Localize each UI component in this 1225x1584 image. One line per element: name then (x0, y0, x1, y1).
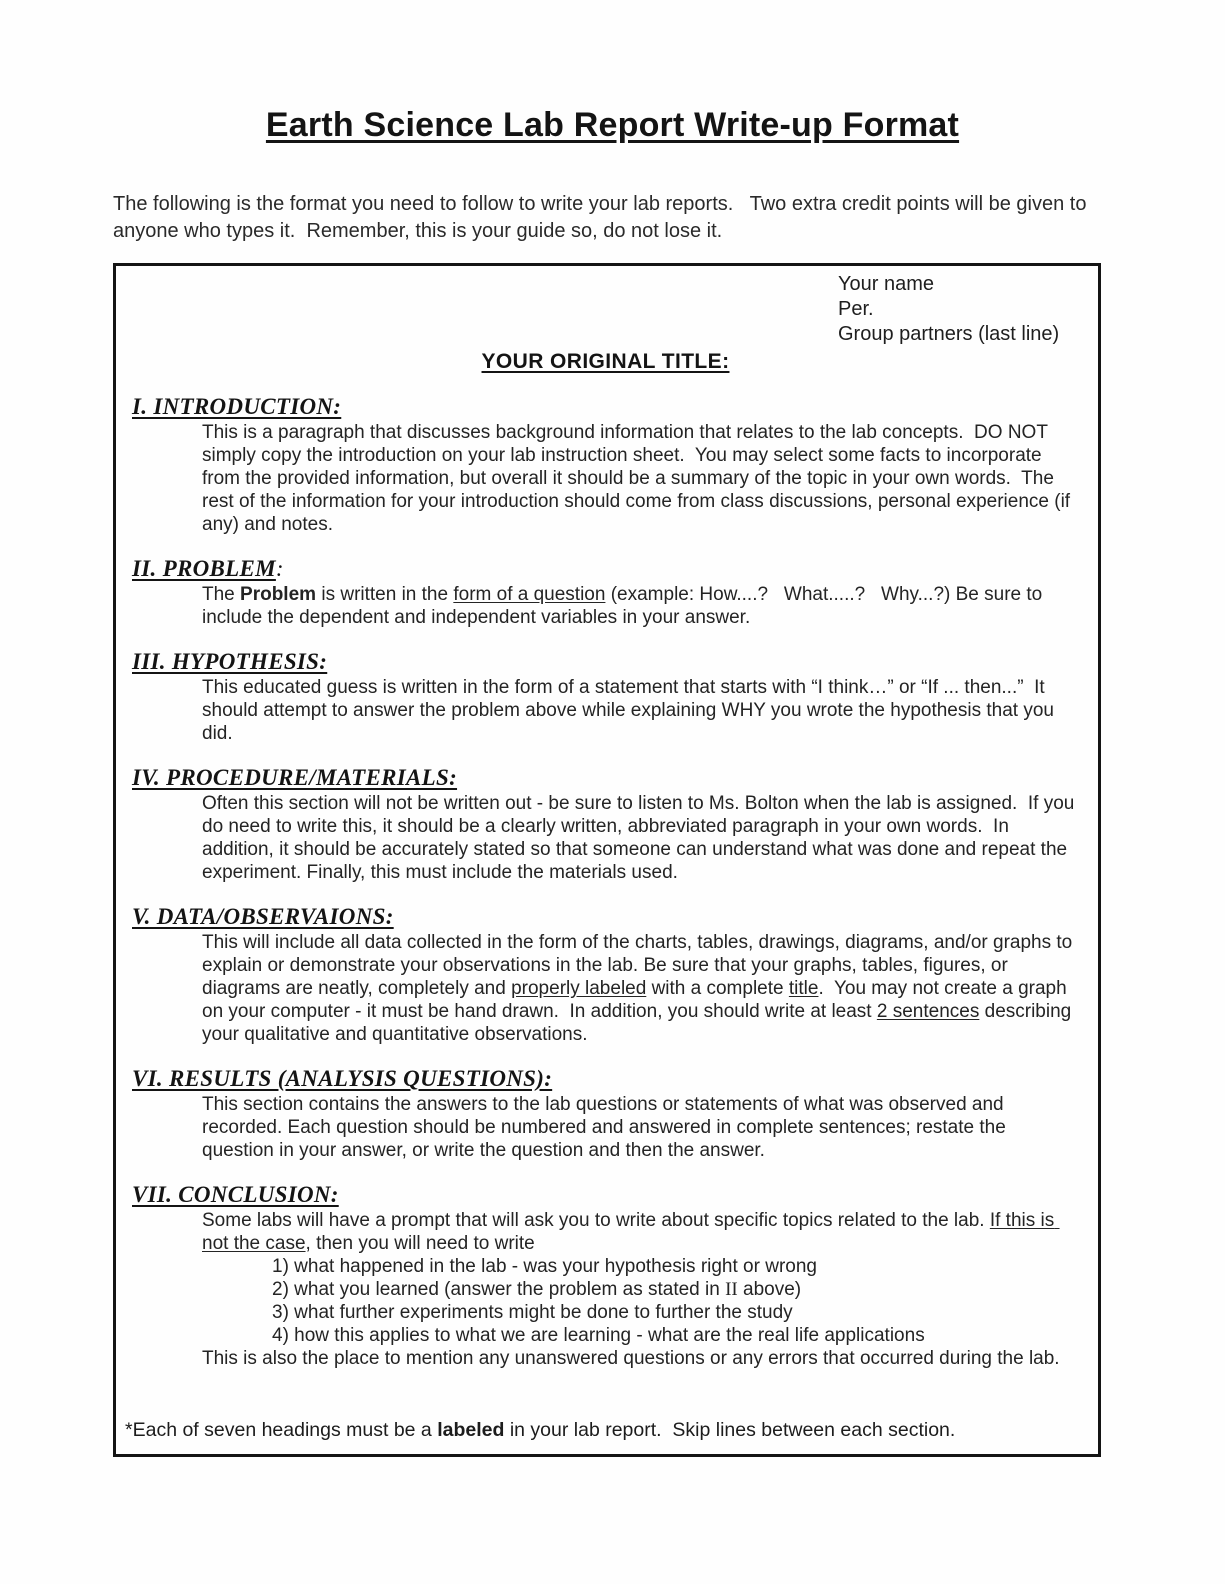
text-fragment: with a complete (646, 978, 789, 999)
section-conclusion (125, 1181, 1086, 1370)
text-fragment: in your lab report. Skip lines between each section. (504, 1419, 956, 1441)
section-results-heading: VI. RESULTS (ANALYSIS QUESTIONS): (132, 1066, 553, 1091)
underlined-phrase: form of a question (453, 584, 606, 605)
text-fragment: Some labs will have a prompt that will ask you to write about specific topics related to the lab. (202, 1210, 990, 1231)
text-fragment: describing your qualitative and quantitative observations. (202, 1001, 1077, 1045)
section-hypothesis-heading: III. HYPOTHESIS: (132, 649, 328, 674)
bold-labeled-word: labeled (437, 1419, 505, 1441)
original-title-heading: YOUR ORIGINAL TITLE: (481, 350, 730, 373)
intro-paragraph: The following is the format you need to follow to write your lab reports. Two extra credit points will be given to anyone who types it. Remember, this is your guide so, do not lose it. (113, 193, 1092, 242)
section-hypothesis-body: This educated guess is written in the form of a statement that starts with “I think…” or “If ... then...” It should attempt to answer the problem above while explaining WHY you wrote the hypothesis that you did. (202, 677, 1060, 744)
underlined-phrase: properly labeled (511, 978, 647, 999)
section-conclusion-body (202, 1209, 1082, 1370)
your-name-line: Your name (838, 273, 934, 295)
bold-problem-word: Problem (240, 584, 317, 605)
section-problem-body (202, 583, 1082, 629)
section-introduction (125, 393, 1086, 536)
section-results (125, 1065, 1086, 1162)
text-fragment: *Each of seven headings must be a (125, 1419, 438, 1441)
section-problem (125, 555, 1086, 629)
group-partners-line: Group partners (last line) (838, 323, 1060, 345)
section-introduction-heading: I. INTRODUCTION: (132, 394, 342, 419)
text-fragment: above) (737, 1279, 802, 1300)
text-fragment: . You may not create a graph on your computer - it must be hand drawn. In addition, you should write at least (202, 978, 1072, 1022)
conclusion-list-item-2 (272, 1278, 1082, 1301)
text-fragment: (example: How....? What.....? Why...?) Be sure to include the dependent and independent variables in your answer. (202, 584, 1048, 628)
underlined-phrase: If this is not the case (202, 1210, 1060, 1254)
conclusion-list-item-4: 4) how this applies to what we are learning - what are the real life applications (272, 1325, 925, 1346)
section-procedure-body: Often this section will not be written out - be sure to listen to Ms. Bolton when the lab is assigned. If you do need to write this, it should be a clearly written, abbreviated paragraph in your own words. In addition, it should be accurately stated so that someone can understand what was done and repeat the experiment. Finally, this must include the materials used. (202, 793, 1080, 883)
section-hypothesis (125, 648, 1086, 745)
period-line: Per. (838, 298, 874, 320)
text-fragment: The (202, 584, 241, 605)
section-procedure-heading: IV. PROCEDURE/MATERIALS: (132, 765, 458, 790)
section-conclusion-heading: VII. CONCLUSION: (132, 1182, 339, 1207)
conclusion-closing-line: This is also the place to mention any unanswered questions or any errors that occurred during the lab. (202, 1348, 1060, 1369)
conclusion-list-item-1: 1) what happened in the lab - was your hypothesis right or wrong (272, 1256, 817, 1277)
text-fragment: , then you will need to write (305, 1233, 535, 1254)
section-data-observations (125, 903, 1086, 1046)
roman-numeral-ref: II (725, 1279, 738, 1300)
section-data-heading: V. DATA/OBSERVAIONS: (132, 904, 394, 929)
footnote (125, 1418, 955, 1442)
section-data-body (202, 931, 1082, 1046)
text-fragment: is written in the (316, 584, 454, 605)
lab-report-format-box (113, 263, 1101, 1457)
underlined-phrase: 2 sentences (876, 1001, 980, 1022)
document-title: Earth Science Lab Report Write-up Format (265, 106, 960, 144)
name-header-block (125, 272, 1086, 347)
section-introduction-body: This is a paragraph that discusses background information that relates to the lab concepts. DO NOT simply copy the introduction on your lab instruction sheet. You may select some facts to incorporate from the provided information, but overall it should be a summary of the topic in your own words. The rest of the information for your introduction should come from class discussions, personal experience (if any) and notes. (202, 422, 1076, 535)
conclusion-list-item-3: 3) what further experiments might be done to further the study (272, 1302, 793, 1323)
underlined-phrase: title (788, 978, 819, 999)
text-fragment: 2) what you learned (answer the problem as stated in (272, 1279, 726, 1300)
section-problem-heading: II. PROBLEM: (132, 556, 284, 581)
section-results-body: This section contains the answers to the lab questions or statements of what was observed and recorded. Each question should be numbered and answered in complete sentences; restate the question in your answer, or write the question and then the answer. (202, 1094, 1012, 1161)
section-procedure-materials (125, 764, 1086, 884)
text-fragment: This will include all data collected in the form of the charts, tables, drawings, diagrams, and/or graphs to explain or demonstrate your observations in the lab. Be sure that your graphs, tables, figures, or diagrams are neatly, completely and (202, 932, 1078, 999)
